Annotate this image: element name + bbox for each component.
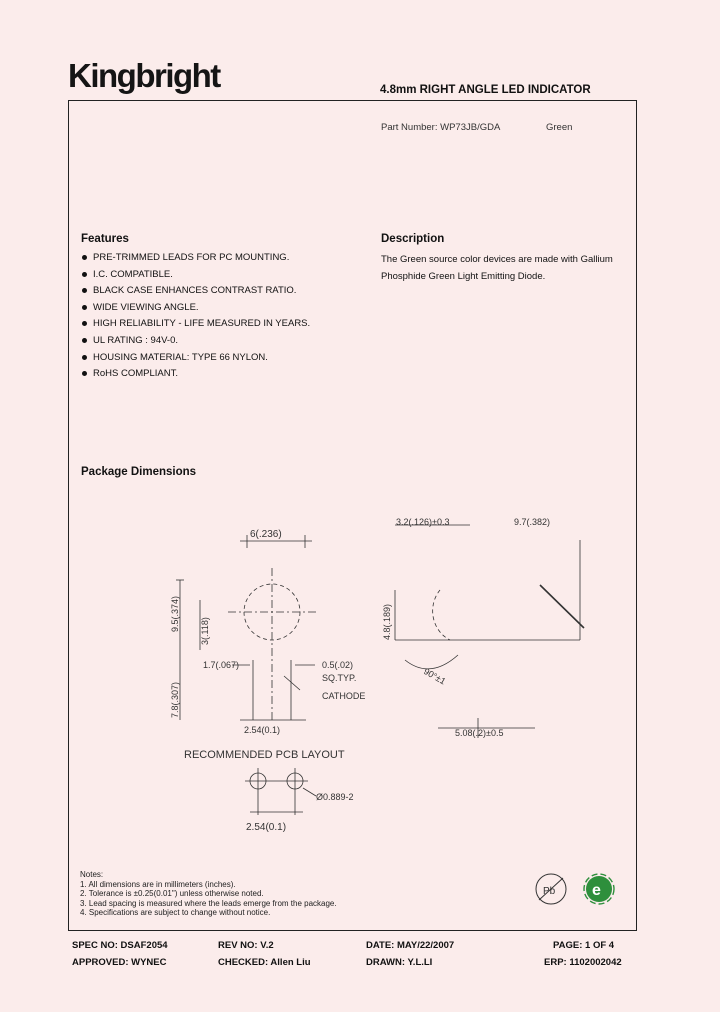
drawn-by: DRAWN: Y.L.LI bbox=[366, 957, 433, 968]
dim-lead-sq: SQ.TYP. bbox=[322, 673, 357, 683]
feature-item: HOUSING MATERIAL: TYPE 66 NYLON. bbox=[80, 352, 310, 369]
dim-side-top-left: 3.2(.126)±0.3 bbox=[396, 517, 450, 527]
part-color: Green bbox=[546, 122, 573, 133]
description-line: The Green source color devices are made with Gallium bbox=[381, 254, 613, 265]
dim-angle-label: 1.7(.067) bbox=[203, 660, 240, 670]
erp-number: ERP: 1102002042 bbox=[544, 957, 622, 968]
svg-text:e: e bbox=[592, 882, 601, 899]
cathode-label: CATHODE bbox=[322, 691, 366, 701]
spec-no: SPEC NO: DSAF2054 bbox=[72, 940, 168, 951]
pcb-layout-title: RECOMMENDED PCB LAYOUT bbox=[184, 749, 345, 761]
dim-pitch: 2.54(0.1) bbox=[244, 725, 281, 735]
pcb-pitch: 2.54(0.1) bbox=[246, 822, 287, 833]
pb-mark-text: Pb bbox=[543, 886, 556, 897]
note-line: 1. All dimensions are in millimeters (inches). bbox=[80, 879, 236, 889]
document-title: 4.8mm RIGHT ANGLE LED INDICATOR bbox=[380, 84, 591, 96]
package-heading: Package Dimensions bbox=[81, 466, 197, 478]
note-line: 3. Lead spacing is measured where the leads emerge from the package. bbox=[80, 898, 337, 908]
dim-top-width: 6(.236) bbox=[250, 529, 282, 540]
date: DATE: MAY/22/2007 bbox=[366, 940, 455, 951]
page-number: PAGE: 1 OF 4 bbox=[553, 940, 615, 951]
note-line: 4. Specifications are subject to change without notice. bbox=[80, 908, 271, 918]
feature-item: RoHS COMPLIANT. bbox=[80, 368, 310, 385]
features-heading: Features bbox=[81, 233, 129, 245]
dim-side-height: 4.8(.189) bbox=[382, 603, 392, 640]
notes-block bbox=[80, 870, 337, 918]
part-number: Part Number: WP73JB/GDA bbox=[381, 122, 501, 133]
dim-angle: 90°±1 bbox=[422, 666, 448, 687]
dim-lead: 0.5(.02) bbox=[322, 660, 354, 670]
note-line: 2. Tolerance is ±0.25(0.01") unless otherwise noted. bbox=[80, 889, 264, 899]
description-heading: Description bbox=[381, 233, 445, 245]
dim-body-height: 3(.118) bbox=[200, 617, 210, 645]
feature-item: HIGH RELIABILITY - LIFE MEASURED IN YEARS. bbox=[80, 318, 310, 335]
notes-title: Notes: bbox=[80, 870, 104, 879]
dim-side-top-right: 9.7(.382) bbox=[514, 517, 551, 527]
dim-lead-length: 7.8(.307) bbox=[170, 681, 180, 718]
feature-item: PRE-TRIMMED LEADS FOR PC MOUNTING. bbox=[80, 252, 310, 269]
rev-no: REV NO: V.2 bbox=[218, 940, 274, 951]
feature-item: WIDE VIEWING ANGLE. bbox=[80, 302, 310, 319]
description-line: Phosphide Green Light Emitting Diode. bbox=[381, 270, 546, 282]
feature-item: UL RATING : 94V-0. bbox=[80, 335, 310, 352]
feature-item: BLACK CASE ENHANCES CONTRAST RATIO. bbox=[80, 285, 310, 302]
checked-by: CHECKED: Allen Liu bbox=[218, 957, 311, 968]
approved-by: APPROVED: WYNEC bbox=[72, 957, 167, 968]
side-lens-outline bbox=[433, 590, 450, 640]
pcb-hole-label: Ø0.889-2 bbox=[316, 792, 354, 802]
feature-item: I.C. COMPATIBLE. bbox=[80, 269, 310, 286]
dim-total-height: 9.5(.374) bbox=[170, 595, 180, 632]
dim-side-bottom: 5.08(.2)±0.5 bbox=[455, 728, 504, 738]
kingbright-logo: Kingbright bbox=[68, 57, 220, 94]
